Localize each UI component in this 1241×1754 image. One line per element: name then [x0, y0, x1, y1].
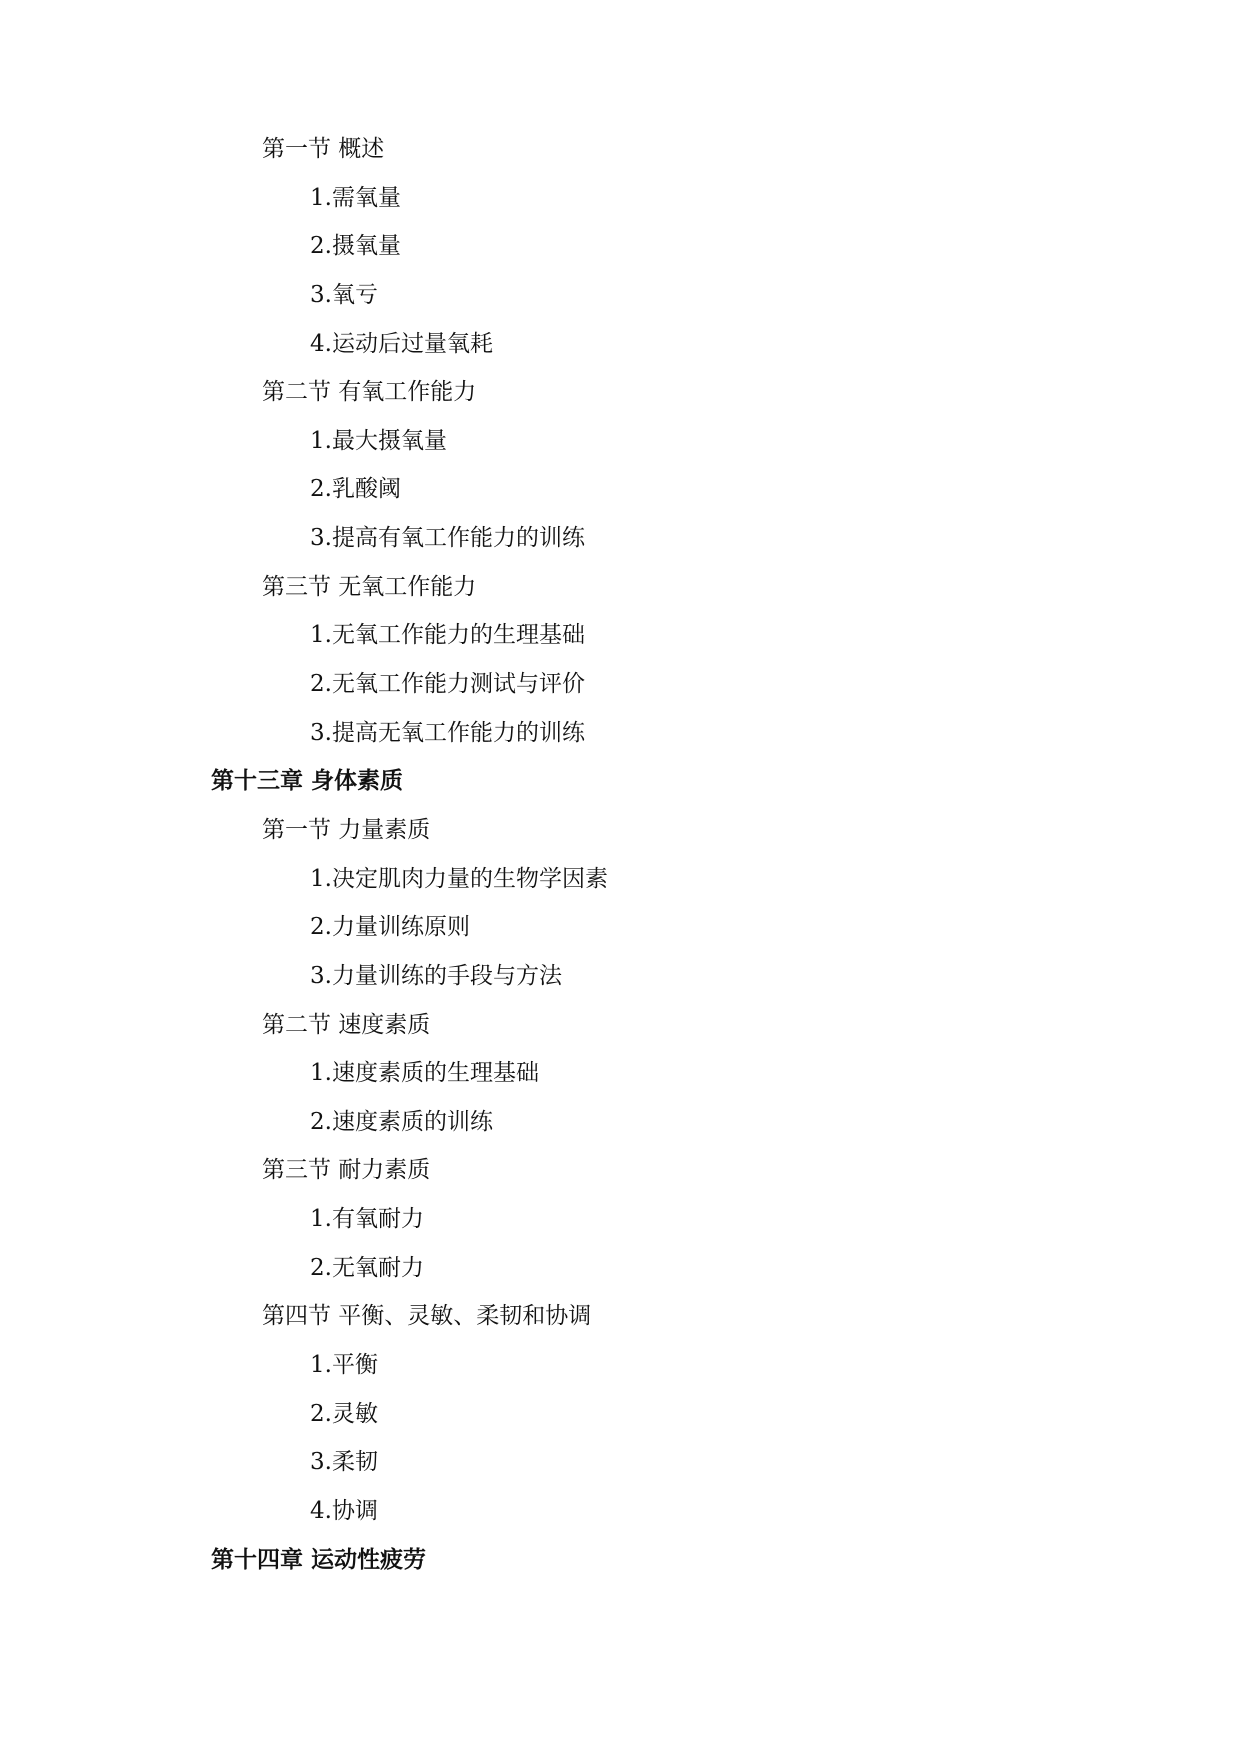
section-heading: [0, 134, 1241, 183]
list-item: [0, 183, 1241, 232]
list-item: [0, 1399, 1241, 1448]
section-text: 第四节 平衡、灵敏、柔韧和协调: [262, 1303, 592, 1330]
list-item: [0, 329, 1241, 378]
item-text: 1.平衡: [310, 1352, 378, 1379]
list-item: [0, 864, 1241, 913]
list-item: [0, 1107, 1241, 1156]
list-item: [0, 620, 1241, 669]
list-item: [0, 280, 1241, 329]
list-item: [0, 669, 1241, 718]
item-text: 2.力量训练原则: [310, 914, 470, 941]
list-item: [0, 523, 1241, 572]
list-item: [0, 1204, 1241, 1253]
item-text: 2.灵敏: [310, 1400, 378, 1427]
list-item: [0, 1496, 1241, 1545]
section-text: 第一节 力量素质: [262, 816, 431, 843]
chapter-text: 第十四章 运动性疲劳: [211, 1546, 427, 1573]
table-of-contents: [0, 134, 1241, 1593]
item-text: 3.提高无氧工作能力的训练: [310, 719, 585, 746]
list-item: [0, 426, 1241, 475]
chapter-heading: [0, 1545, 1241, 1594]
section-text: 第二节 有氧工作能力: [262, 379, 477, 406]
section-heading: [0, 815, 1241, 864]
section-text: 第三节 无氧工作能力: [262, 573, 477, 600]
item-text: 1.决定肌肉力量的生物学因素: [310, 865, 608, 892]
chapter-heading: [0, 766, 1241, 815]
list-item: [0, 1253, 1241, 1302]
chapter-text: 第十三章 身体素质: [211, 768, 404, 795]
item-text: 1.需氧量: [310, 184, 401, 211]
item-text: 1.速度素质的生理基础: [310, 1060, 539, 1087]
list-item: [0, 718, 1241, 767]
item-text: 3.力量训练的手段与方法: [310, 962, 562, 989]
list-item: [0, 231, 1241, 280]
item-text: 4.运动后过量氧耗: [310, 330, 493, 357]
section-text: 第三节 耐力素质: [262, 1157, 431, 1184]
section-heading: [0, 1010, 1241, 1059]
item-text: 1.无氧工作能力的生理基础: [310, 622, 585, 649]
list-item: [0, 912, 1241, 961]
item-text: 3.氧亏: [310, 281, 378, 308]
section-text: 第二节 速度素质: [262, 1011, 431, 1038]
item-text: 2.无氧耐力: [310, 1254, 424, 1281]
item-text: 4.协调: [310, 1497, 378, 1524]
item-text: 1.最大摄氧量: [310, 427, 447, 454]
item-text: 3.提高有氧工作能力的训练: [310, 525, 585, 552]
section-heading: [0, 377, 1241, 426]
section-heading: [0, 572, 1241, 621]
section-text: 第一节 概述: [262, 136, 385, 162]
item-text: 2.乳酸阈: [310, 476, 401, 503]
list-item: [0, 474, 1241, 523]
item-text: 2.无氧工作能力测试与评价: [310, 671, 585, 698]
item-text: 1.有氧耐力: [310, 1206, 424, 1233]
section-heading: [0, 1155, 1241, 1204]
section-heading: [0, 1301, 1241, 1350]
list-item: [0, 1447, 1241, 1496]
item-text: 2.速度素质的训练: [310, 1108, 493, 1135]
list-item: [0, 961, 1241, 1010]
list-item: [0, 1058, 1241, 1107]
item-text: 3.柔韧: [310, 1449, 378, 1476]
item-text: 2.摄氧量: [310, 233, 401, 260]
list-item: [0, 1350, 1241, 1399]
